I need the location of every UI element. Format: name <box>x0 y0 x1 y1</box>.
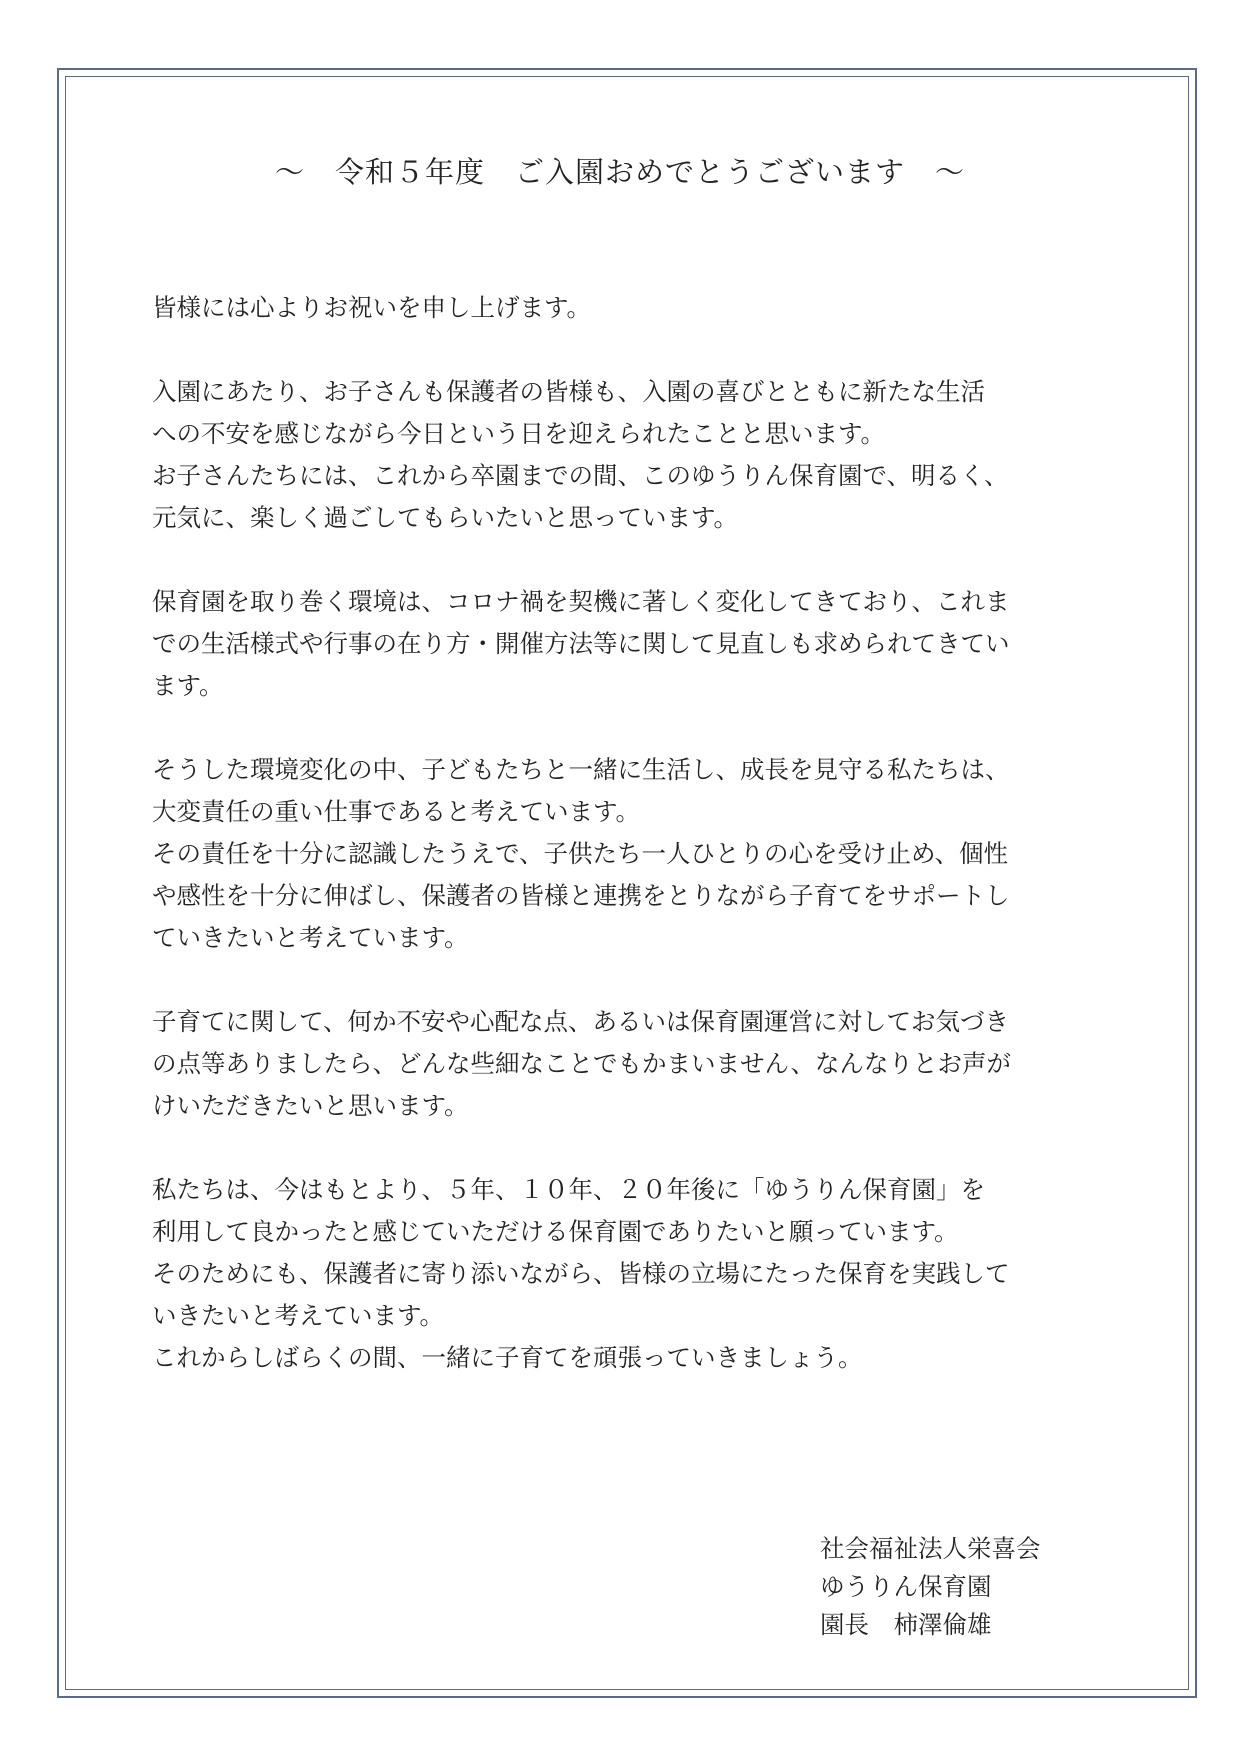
paragraph-line: 利用して良かったと感じていただける保育園でありたいと願っています。 <box>152 1217 959 1246</box>
paragraph-line: これからしばらくの間、一緒に子育てを頑張っていきましょう。 <box>152 1343 863 1372</box>
signature-director: 園長 柿澤倫雄 <box>820 1610 992 1639</box>
paragraph-line: けいただきたいと思います。 <box>152 1091 469 1120</box>
paragraph-line: への不安を感じながら今日という日を迎えられたことと思います。 <box>152 419 886 448</box>
paragraph-line: や感性を十分に伸ばし、保護者の皆様と連携をとりながら子育てをサポートし <box>152 881 1010 910</box>
paragraph-line: いきたいと考えています。 <box>152 1301 445 1330</box>
paragraph-line: 皆様には心よりお祝いを申し上げます。 <box>152 293 592 322</box>
paragraph-gap <box>152 1127 1112 1169</box>
paragraph-line: での生活様式や行事の在り方・開催方法等に関して見直しも求められてきてい <box>152 629 1010 658</box>
letter-body <box>152 287 1112 1379</box>
signature-block <box>820 1530 1120 1644</box>
paragraph-line: ます。 <box>152 671 224 700</box>
page-title: ～ 令和５年度 ご入園おめでとうございます ～ <box>274 155 965 189</box>
paragraph-gap <box>152 959 1112 1001</box>
paragraph-gap <box>152 707 1112 749</box>
paragraph-line: ていきたいと考えています。 <box>152 923 469 952</box>
signature-organization: 社会福祉法人栄喜会 <box>820 1534 1041 1563</box>
paragraph-line: の点等ありましたら、どんな些細なことでもかまいません、なんなりとお声が <box>152 1049 1011 1078</box>
paragraph-line: 元気に、楽しく過ごしてもらいたいと思っています。 <box>152 503 739 532</box>
signature-school: ゆうりん保育園 <box>820 1572 992 1601</box>
paragraph-line: 保育園を取り巻く環境は、コロナ禍を契機に著しく変化してきており、これま <box>152 587 1010 616</box>
paragraph-gap <box>152 539 1112 581</box>
paragraph-line: その責任を十分に認識したうえで、子供たち一人ひとりの心を受け止め、個性 <box>152 839 1009 868</box>
paragraph-line: 子育てに関して、何か不安や心配な点、あるいは保育園運営に対してお気づき <box>152 1007 1010 1036</box>
paragraph-line: 私たちは、今はもとより、５年、１０年、２０年後に「ゆうりん保育園」を <box>152 1175 985 1204</box>
paragraph-line: 大変責任の重い仕事であると考えています。 <box>152 797 641 826</box>
paragraph-line: そのためにも、保護者に寄り添いながら、皆様の立場にたった保育を実践して <box>152 1259 1010 1288</box>
paragraph-line: そうした環境変化の中、子どもたちと一緒に生活し、成長を見守る私たちは、 <box>152 755 1010 784</box>
paragraph-line: お子さんたちには、これから卒園までの間、このゆうりん保育園で、明るく、 <box>152 461 1009 490</box>
paragraph-line: 入園にあたり、お子さんも保護者の皆様も、入園の喜びとともに新たな生活 <box>152 377 985 406</box>
paragraph-gap <box>152 329 1112 371</box>
